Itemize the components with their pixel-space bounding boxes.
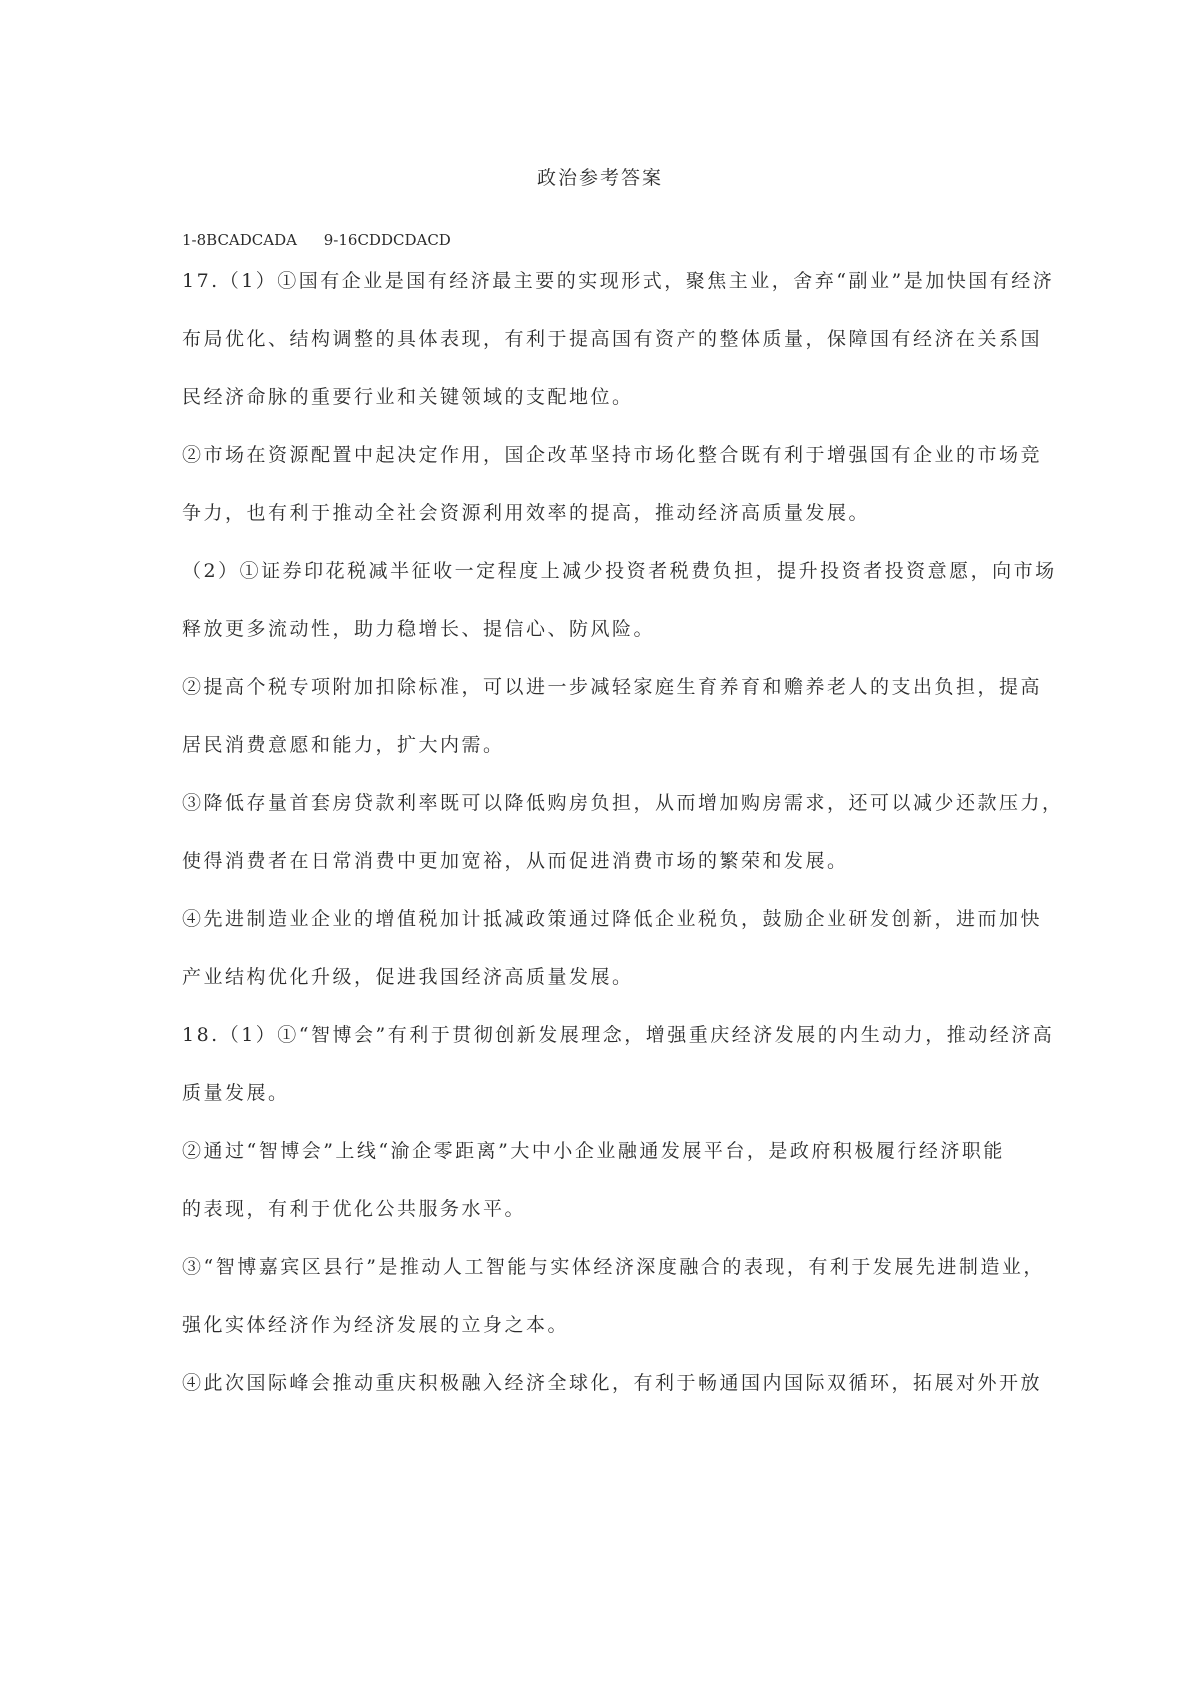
text-line: ②市场在资源配置中起决定作用，国企改革坚持市场化整合既有利于增强国有企业的市场竞: [182, 444, 1043, 466]
text-line: 质量发展。: [182, 1082, 290, 1104]
answers-part1: 1-8BCADCADA: [182, 231, 297, 249]
document-title: 政治参考答案: [536, 167, 663, 189]
text-line: ④此次国际峰会推动重庆积极融入经济全球化，有利于畅通国内国际双循环，拓展对外开放: [182, 1372, 1043, 1394]
text-line: 18.（1）①“智博会”有利于贯彻创新发展理念，增强重庆经济发展的内生动力，推动经济高: [182, 1024, 1055, 1046]
text-line: 产业结构优化升级，促进我国经济高质量发展。: [182, 966, 634, 988]
text-line: ②提高个税专项附加扣除标准，可以进一步减轻家庭生育养育和赡养老人的支出负担，提高: [182, 676, 1043, 698]
multiple-choice-answers: [182, 231, 451, 249]
text-line: 强化实体经济作为经济发展的立身之本。: [182, 1314, 570, 1336]
text-line: 释放更多流动性，助力稳增长、提信心、防风险。: [182, 618, 656, 640]
text-line: 民经济命脉的重要行业和关键领域的支配地位。: [182, 386, 634, 408]
text-line: 使得消费者在日常消费中更加宽裕，从而促进消费市场的繁荣和发展。: [182, 850, 849, 872]
text-line: 布局优化、结构调整的具体表现，有利于提高国有资产的整体质量，保障国有经济在关系国: [182, 328, 1043, 350]
text-line: ③“智博嘉宾区县行”是推动人工智能与实体经济深度融合的表现，有利于发展先进制造业，: [182, 1256, 1045, 1278]
text-line: 17.（1）①国有企业是国有经济最主要的实现形式，聚焦主业，舍弃“副业”是加快国有经济: [182, 270, 1055, 292]
answers-part2: 9-16CDDCDACD: [323, 231, 451, 249]
text-line: 居民消费意愿和能力，扩大内需。: [182, 734, 505, 756]
text-line: ③降低存量首套房贷款利率既可以降低购房负担，从而增加购房需求，还可以减少还款压力，: [182, 792, 1064, 814]
text-line: 争力，也有利于推动全社会资源利用效率的提高，推动经济高质量发展。: [182, 502, 871, 524]
text-line: （2）①证券印花税减半征收一定程度上减少投资者税费负担，提升投资者投资意愿，向市场: [182, 560, 1057, 582]
text-line: ②通过“智博会”上线“渝企零距离”大中小企业融通发展平台，是政府积极履行经济职能: [182, 1140, 1005, 1162]
text-line: ④先进制造业企业的增值税加计抵减政策通过降低企业税负，鼓励企业研发创新，进而加快: [182, 908, 1043, 930]
text-line: 的表现，有利于优化公共服务水平。: [182, 1198, 527, 1220]
